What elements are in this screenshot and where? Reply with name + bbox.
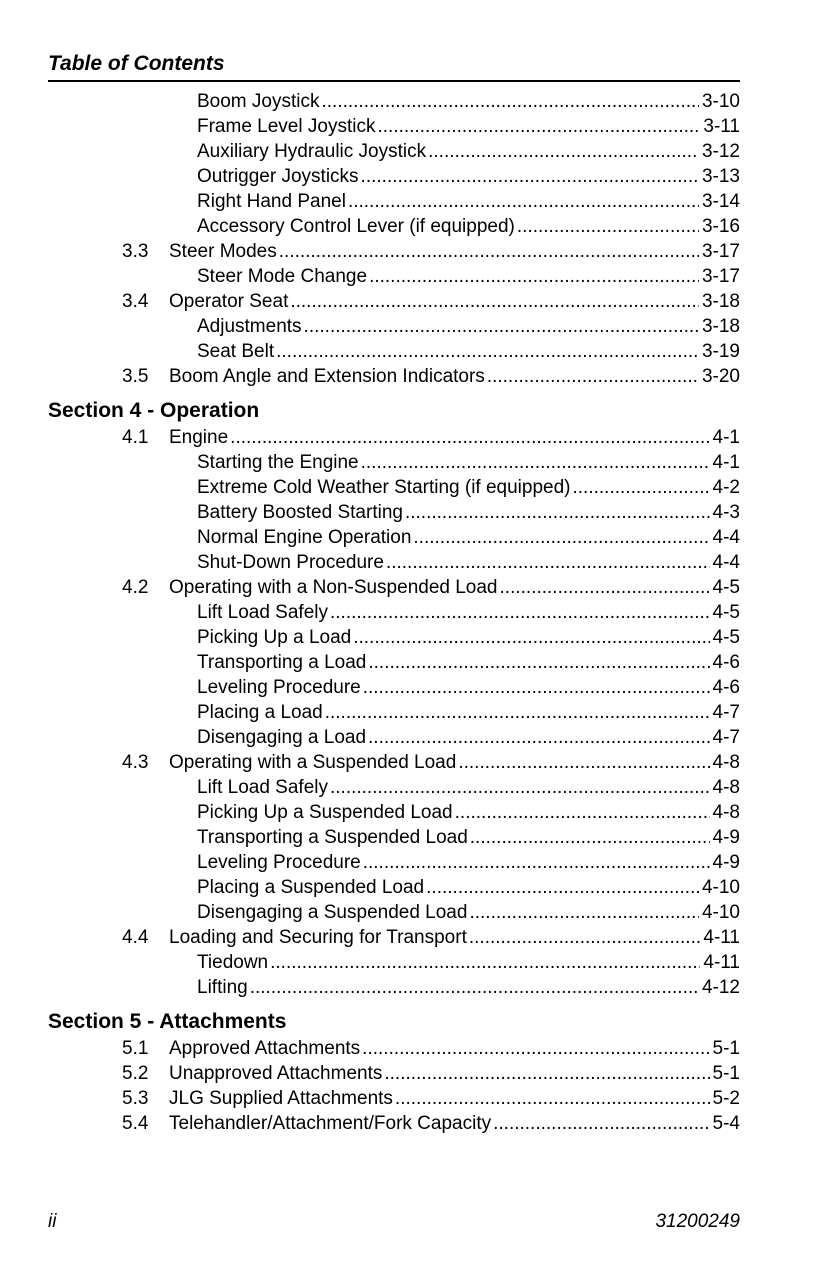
toc-leader-line [197,500,740,525]
toc-page-number: 3-18 [699,314,740,339]
toc-page-number: 4-10 [699,875,740,900]
toc-entry-title: JLG Supplied Attachments [169,1088,393,1109]
toc-leader-line [169,1111,740,1136]
toc-page-number: 3-12 [699,139,740,164]
toc-subentry[interactable] [197,214,740,239]
toc-entry-title: Auxiliary Hydraulic Joystick [197,141,427,162]
toc-subentry[interactable] [197,975,740,1000]
toc-leader-line [197,875,740,900]
toc-entry-title: Frame Level Joystick [197,116,376,137]
toc-leader-line [197,164,740,189]
toc-leader-line [197,825,740,850]
toc-entry-title: Leveling Procedure [197,852,361,873]
toc-subentry[interactable] [197,875,740,900]
toc-page-number: 3-19 [699,339,740,364]
toc-leader-line [197,775,740,800]
toc-entry-number: 4.4 [122,927,149,948]
toc-entry-title: Steer Modes [169,241,277,262]
toc-entry-title: Disengaging a Suspended Load [197,902,468,923]
toc-subentry[interactable] [197,600,740,625]
toc-entry-number: 3.5 [122,366,149,387]
toc-entry-title: Operating with a Suspended Load [169,752,457,773]
toc-entry-title: Boom Joystick [197,91,320,112]
toc-leader-line [197,600,740,625]
toc-subentry[interactable] [197,625,740,650]
toc-entry[interactable] [122,750,740,775]
toc-page-number: 4-4 [710,525,740,550]
toc-subentry[interactable] [197,675,740,700]
toc-entry-title: Leveling Procedure [197,677,361,698]
toc-entry-title: Placing a Load [197,702,323,723]
toc-leader-line [197,800,740,825]
toc-leader-line [197,89,740,114]
toc-subentry[interactable] [197,500,740,525]
toc-leader-line [197,950,740,975]
toc-entry[interactable] [122,289,740,314]
toc-entry-title: Tiedown [197,952,269,973]
toc-entry[interactable] [122,1111,740,1136]
toc-leader-line [197,725,740,750]
toc-leader-line [197,314,740,339]
toc-page-number: 4-2 [710,475,740,500]
toc-entry[interactable] [122,1061,740,1086]
toc-entry-title: Steer Mode Change [197,266,368,287]
toc-entry-number: 4.3 [122,752,149,773]
toc-subentry[interactable] [197,525,740,550]
toc-page-number: 4-4 [710,550,740,575]
toc-leader-line [197,475,740,500]
toc-subentry[interactable] [197,825,740,850]
toc-page-number: 4-7 [710,700,740,725]
toc-entry-title: Battery Boosted Starting [197,502,403,523]
toc-subentry[interactable] [197,850,740,875]
toc-subentry[interactable] [197,950,740,975]
toc-leader-line [169,364,740,389]
toc-leader-line [169,425,740,450]
toc-entry-title: Lift Load Safely [197,777,328,798]
toc-subentry[interactable] [197,775,740,800]
toc-entry-title: Transporting a Suspended Load [197,827,468,848]
toc-entry-title: Accessory Control Lever (if equipped) [197,216,515,237]
toc-entry-title: Extreme Cold Weather Starting (if equipped) [197,477,571,498]
toc-leader-line [169,1036,740,1061]
toc-page-number: 3-10 [699,89,740,114]
section-heading: Section 4 - Operation [48,399,260,422]
toc-subentry[interactable] [197,650,740,675]
toc-page-number: 4-6 [710,675,740,700]
toc-entry-title: Normal Engine Operation [197,527,412,548]
toc-page-number: 4-8 [710,775,740,800]
toc-entry-title: Telehandler/Attachment/Fork Capacity [169,1113,492,1134]
toc-subentry[interactable] [197,900,740,925]
toc-entry[interactable] [122,575,740,600]
toc-page-number: 4-3 [710,500,740,525]
toc-leader-line [197,450,740,475]
toc-leader-line [169,575,740,600]
toc-subentry[interactable] [197,314,740,339]
toc-subentry[interactable] [197,725,740,750]
toc-entry-number: 3.3 [122,241,149,262]
toc-page-number: 5-4 [710,1111,740,1136]
page-header-title: Table of Contents [48,52,225,75]
toc-entry-title: Disengaging a Load [197,727,367,748]
toc-entry-number: 5.3 [122,1088,149,1109]
toc-leader-line [197,189,740,214]
toc-page-number: 4-7 [710,725,740,750]
toc-page-number: 3-20 [699,364,740,389]
toc-page-number: 3-17 [699,264,740,289]
toc-leader-line [169,239,740,264]
toc-entry-title: Shut-Down Procedure [197,552,384,573]
toc-entry-title: Unapproved Attachments [169,1063,383,1084]
toc-leader-line [197,214,740,239]
toc-leader-line [197,700,740,725]
toc-page-number: 4-11 [700,925,740,950]
toc-subentry[interactable] [197,450,740,475]
toc-page-number: 5-2 [710,1086,740,1111]
toc-leader-line [197,675,740,700]
toc-subentry[interactable] [197,164,740,189]
toc-entry-title: Lift Load Safely [197,602,328,623]
toc-entry-title: Operator Seat [169,291,289,312]
footer-document-number: 31200249 [655,1211,740,1232]
toc-page-number: 4-9 [710,850,740,875]
toc-entry[interactable] [122,425,740,450]
toc-page-number: 4-9 [710,825,740,850]
toc-page-number: 4-10 [699,900,740,925]
toc-entry-title: Loading and Securing for Transport [169,927,467,948]
toc-page-number: 3-18 [699,289,740,314]
toc-page-number: 4-1 [710,450,740,475]
toc-entry-number: 5.2 [122,1063,149,1084]
toc-leader-line [197,850,740,875]
toc-page-number: 3-11 [700,114,740,139]
toc-page-number: 3-17 [699,239,740,264]
toc-entry-number: 5.4 [122,1113,149,1134]
toc-entry[interactable] [122,1086,740,1111]
toc-subentry[interactable] [197,114,740,139]
toc-leader-line [197,550,740,575]
toc-page-number: 4-1 [710,425,740,450]
toc-subentry[interactable] [197,475,740,500]
toc-page-number: 3-13 [699,164,740,189]
toc-entry-title: Outrigger Joysticks [197,166,359,187]
toc-leader-line [169,1061,740,1086]
toc-entry-title: Lifting [197,977,248,998]
toc-subentry[interactable] [197,89,740,114]
toc-entry-title: Starting the Engine [197,452,359,473]
toc-page-number: 4-11 [700,950,740,975]
toc-subentry[interactable] [197,264,740,289]
toc-entry-number: 4.2 [122,577,149,598]
toc-entry-number: 5.1 [122,1038,149,1059]
toc-entry[interactable] [122,925,740,950]
toc-leader-line [197,625,740,650]
toc-page-number: 4-5 [710,600,740,625]
toc-leader-line [197,114,740,139]
toc-entry-title: Seat Belt [197,341,275,362]
toc-page-number: 3-16 [699,214,740,239]
toc-page-number: 3-14 [699,189,740,214]
toc-entry-title: Approved Attachments [169,1038,361,1059]
toc-entry[interactable] [122,1036,740,1061]
section-heading: Section 5 - Attachments [48,1010,287,1033]
toc-leader-line [197,900,740,925]
toc-page-number: 4-6 [710,650,740,675]
toc-subentry[interactable] [197,550,740,575]
toc-leader-line [197,139,740,164]
toc-page-number: 4-8 [710,800,740,825]
toc-entry-title: Placing a Suspended Load [197,877,425,898]
toc-leader-line [197,975,740,1000]
toc-entry-number: 4.1 [122,427,149,448]
toc-page-number: 5-1 [710,1036,740,1061]
toc-page-number: 4-5 [710,575,740,600]
header-rule [48,80,740,82]
toc-page-number: 5-1 [710,1061,740,1086]
toc-page-number: 4-12 [699,975,740,1000]
toc-subentry[interactable] [197,139,740,164]
toc-entry[interactable] [122,239,740,264]
toc-page-number: 4-8 [710,750,740,775]
toc-subentry[interactable] [197,700,740,725]
toc-leader-line [169,750,740,775]
toc-entry-title: Transporting a Load [197,652,367,673]
footer-page-number: ii [48,1211,57,1232]
toc-leader-line [169,1086,740,1111]
toc-entry-title: Adjustments [197,316,302,337]
toc-leader-line [197,339,740,364]
toc-entry-title: Picking Up a Suspended Load [197,802,453,823]
toc-entry-title: Right Hand Panel [197,191,346,212]
toc-subentry[interactable] [197,189,740,214]
toc-page-number: 4-5 [710,625,740,650]
toc-entry-title: Operating with a Non-Suspended Load [169,577,498,598]
toc-subentry[interactable] [197,800,740,825]
toc-entry-number: 3.4 [122,291,149,312]
toc-entry-title: Boom Angle and Extension Indicators [169,366,485,387]
toc-entry[interactable] [122,364,740,389]
toc-entry-title: Picking Up a Load [197,627,352,648]
toc-leader-line [197,264,740,289]
toc-leader-line [197,525,740,550]
toc-leader-line [197,650,740,675]
toc-entry-title: Engine [169,427,229,448]
toc-subentry[interactable] [197,339,740,364]
toc-leader-line [169,289,740,314]
toc-leader-line [169,925,740,950]
